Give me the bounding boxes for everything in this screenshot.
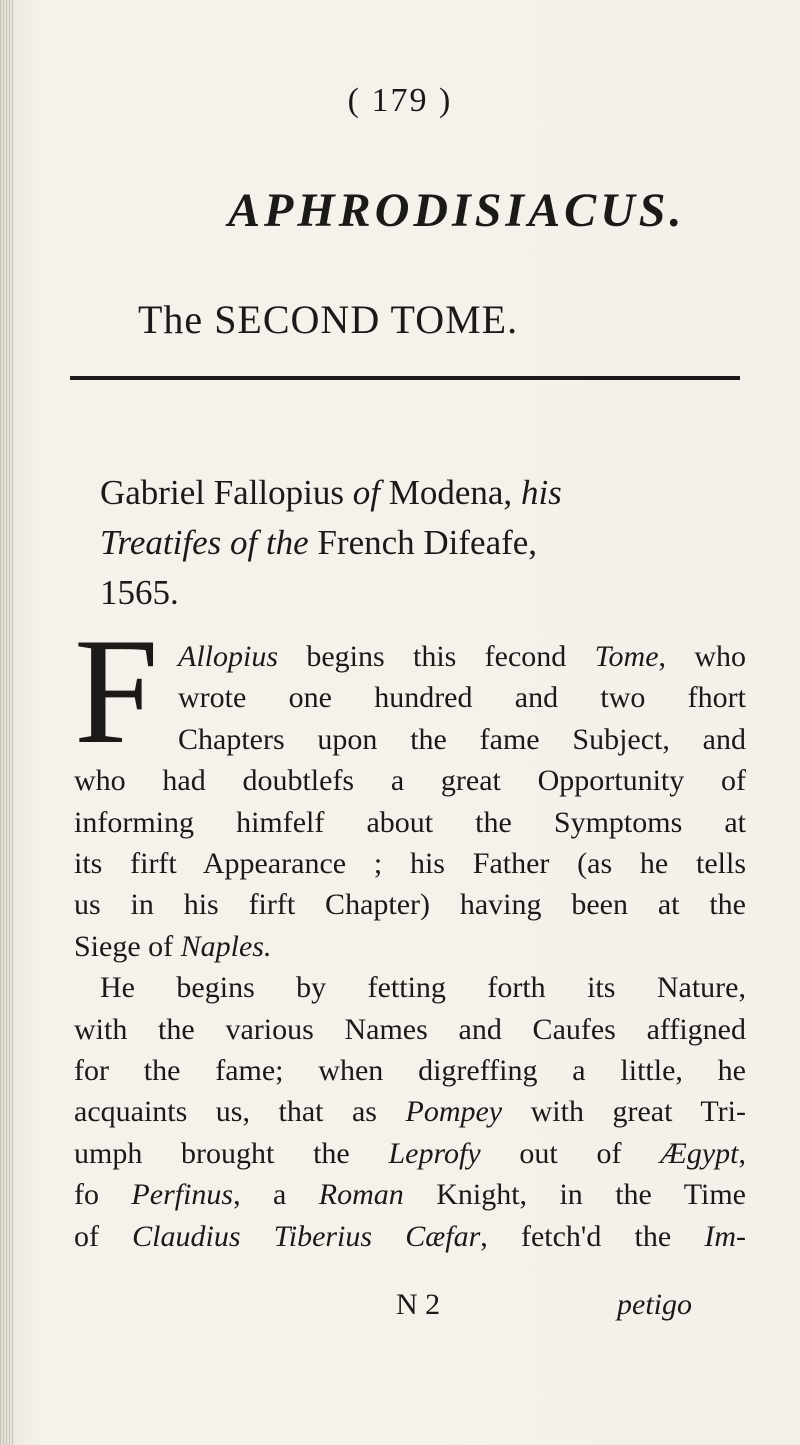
text-line: acquaints us, that as Pompey with great Tri- xyxy=(74,1095,746,1129)
text-line: Chapters upon the fame Subject, and xyxy=(178,722,746,756)
text-line: who had doubtlefs a great Opportunity of xyxy=(74,764,746,798)
page-number: ( 179 ) xyxy=(347,82,453,119)
heading-line-3: 1565. xyxy=(100,573,179,612)
page-gutter xyxy=(0,0,14,1445)
heading-line-2: Treatifes of the French Difeafe, xyxy=(100,523,538,562)
tome-subtitle: The SECOND TOME. xyxy=(138,297,519,342)
text-line: for the fame; when digreffing a little, he xyxy=(74,1054,746,1088)
text-line: Allopius begins this fecond Tome, who xyxy=(178,640,746,673)
text-line: umph brought the Leprofy out of Ægypt, xyxy=(74,1136,746,1170)
text-line: with the various Names and Caufes affigned xyxy=(74,1012,746,1046)
book-title: APHRODISIACUS. xyxy=(228,184,686,237)
catchword: petigo xyxy=(617,1288,692,1321)
body-text xyxy=(74,636,746,1257)
text-line: Siege of Naples. xyxy=(74,929,272,963)
text-line: wrote one hundred and two fhort xyxy=(178,681,746,715)
divider-rule xyxy=(70,376,740,380)
text-line: fo Perfinus, a Roman Knight, in the Time xyxy=(74,1178,746,1212)
drop-cap: F xyxy=(74,607,159,775)
text-line: its firft Appearance ; his Father (as he tells xyxy=(74,847,746,881)
text-line: us in his firft Chapter) having been at the xyxy=(74,888,746,922)
signature-mark: N 2 xyxy=(396,1288,441,1321)
text-line: informing himfelf about the Symptoms at xyxy=(74,805,746,839)
text-line: He begins by fetting forth its Nature, xyxy=(100,971,746,1005)
text-line: of Claudius Tiberius Cæfar, fetch'd the Im- xyxy=(74,1219,746,1253)
chapter-heading xyxy=(100,468,740,618)
heading-line-1: Gabriel Fallopius of Modena, his xyxy=(100,473,562,512)
